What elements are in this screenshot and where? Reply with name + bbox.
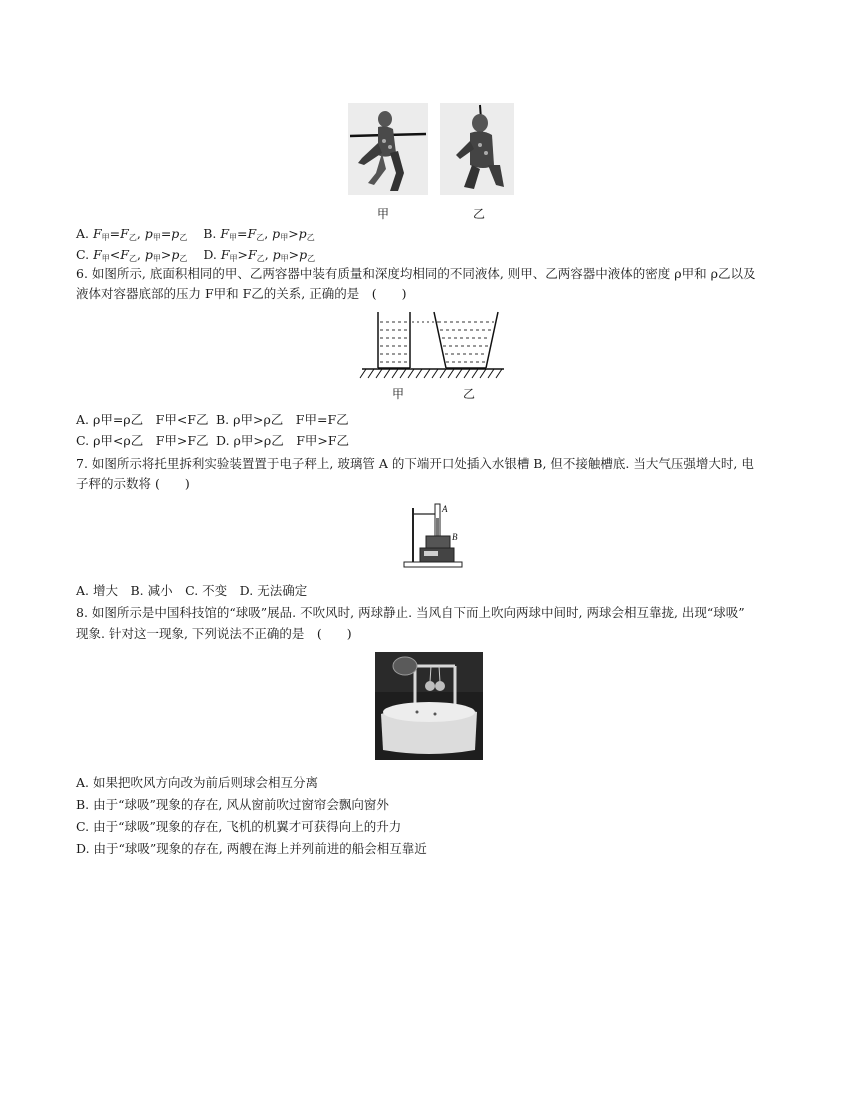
q8-stem-line1: 8. 如图所示是中国科技馆的“球吸”展品. 不吹风时, 两球静止. 当风自下而上吹向两球中间时, 两球会相互靠拢, 出现“球吸”	[76, 605, 745, 620]
q6-caption-yi: 乙	[463, 387, 476, 401]
q8-stem-line2: 现象. 针对这一现象, 下列说法不正确的是 ( )	[76, 626, 352, 641]
q8-ball-suction-photo	[375, 652, 483, 760]
q8-option-b: B. 由于“球吸”现象的存在, 风从窗前吹过窗帘会飘向窗外	[76, 797, 389, 812]
figure-yi-photo	[440, 103, 514, 195]
q7-stem-line2: 子秤的示数将 ( )	[76, 476, 190, 491]
q5-options-row1	[76, 226, 315, 246]
caption-jia: 甲	[377, 207, 390, 221]
q5-option-c: C. $F_甲<F_乙$, $p_甲>p_乙$	[76, 247, 188, 263]
q5-option-b: B. $F_甲=F_乙$, $p_甲>p_乙$	[203, 226, 315, 242]
q6-containers-diagram	[358, 306, 508, 384]
q7-stem-line1: 7. 如图所示将托里拆利实验装置置于电子秤上, 玻璃管 A 的下端开口处插入水银槽 B, 但不接触槽底. 当大气压强增大时, 电	[76, 456, 754, 471]
q8-option-c: C. 由于“球吸”现象的存在, 飞机的机翼才可获得向上的升力	[76, 819, 402, 834]
q7-options: A. 增大 B. 减小 C. 不变 D. 无法确定	[76, 583, 308, 598]
q5-option-d: D. $F_甲>F_乙$, $p_甲>p_乙$	[203, 247, 316, 263]
q5-option-a: A. $F_甲=F_乙$, $p_甲=p_乙$	[76, 226, 188, 242]
q6-caption-jia: 甲	[392, 387, 405, 401]
caption-yi: 乙	[473, 207, 486, 221]
figure-jia-photo	[348, 103, 428, 195]
q8-option-a: A. 如果把吹风方向改为前后则球会相互分离	[76, 775, 318, 790]
q6-option-d: D. ρ甲>ρ乙 F甲>F乙	[216, 433, 350, 448]
q8-option-d: D. 由于“球吸”现象的存在, 两艘在海上并列前进的船会相互靠近	[76, 841, 427, 856]
q5-options-row2	[76, 247, 315, 267]
q7-label-b: B	[452, 532, 458, 542]
q6-option-c: C. ρ甲<ρ乙 F甲>F乙	[76, 433, 209, 448]
q6-option-a: A. ρ甲=ρ乙 F甲<F乙	[76, 412, 209, 427]
q6-stem-line2: 液体对容器底部的压力 F甲和 F乙的关系, 正确的是 ( )	[76, 286, 407, 301]
q6-option-b: B. ρ甲>ρ乙 F甲=F乙	[216, 412, 349, 427]
q7-label-a: A	[442, 504, 448, 514]
q7-torricelli-apparatus	[400, 500, 466, 572]
q6-stem-line1: 6. 如图所示, 底面积相同的甲、乙两容器中装有质量和深度均相同的不同液体, 则甲、乙两容器中液体的密度 ρ甲和 ρ乙以及	[76, 266, 756, 281]
